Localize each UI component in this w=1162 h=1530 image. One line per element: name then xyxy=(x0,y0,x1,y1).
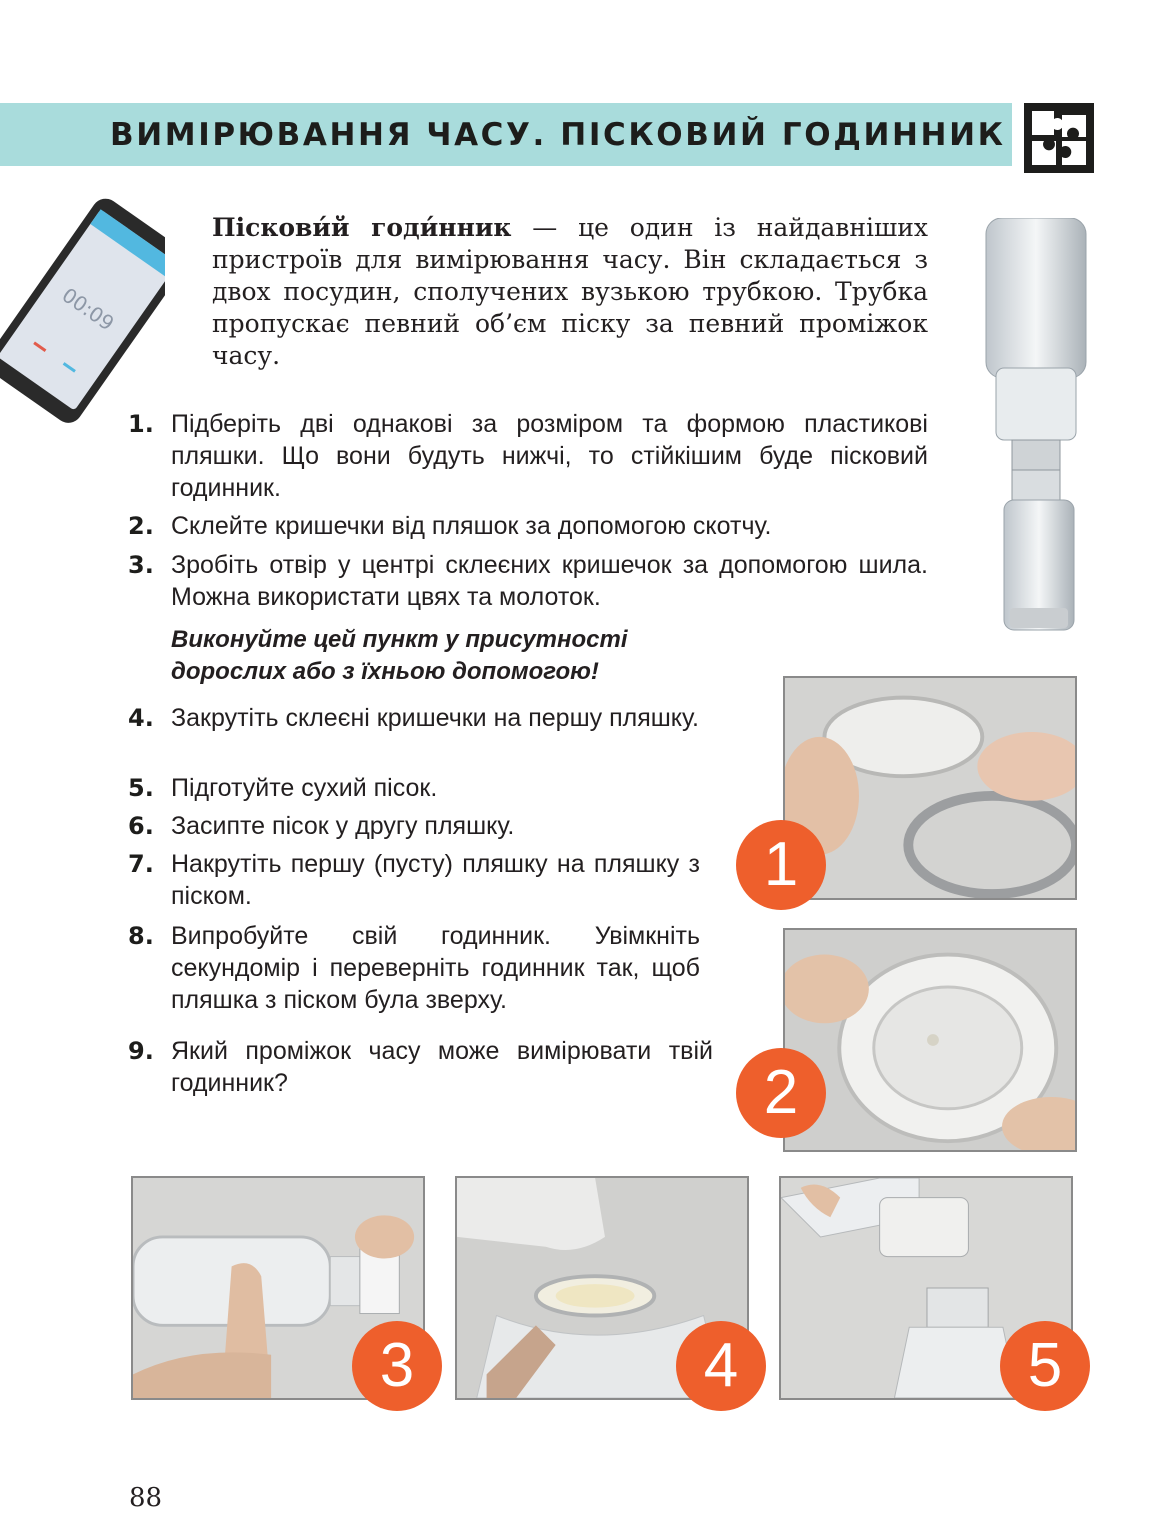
step-text: Випробуйте свій годинник. Увімкніть секундомір і переверніть годинник так, щоб пляшка з піском була зверху. xyxy=(171,922,700,1014)
step-number: 5. xyxy=(128,774,154,802)
step-text: Який проміжок часу може вимірювати твій годинник? xyxy=(171,1037,713,1097)
step-text: Склейте кришечки від пляшок за допомогою скотчу. xyxy=(171,512,772,540)
safety-warning: Виконуйте цей пункт у присутності дорослих або з їхньою допомогою! xyxy=(171,626,628,685)
list-item xyxy=(128,1035,713,1099)
list-item xyxy=(128,810,700,842)
step-text: Накрутіть першу (пусту) пляшку на пляшку з піском. xyxy=(171,850,700,910)
step-text: Підготуйте сухий пісок. xyxy=(171,774,438,802)
step-number: 1. xyxy=(128,410,154,438)
list-item xyxy=(128,408,928,504)
step-number: 6. xyxy=(128,812,154,840)
step-number: 8. xyxy=(128,922,154,950)
photo-label-badge: 5 xyxy=(1000,1321,1090,1411)
intro-text: — це один із найдавніших пристроїв для вимірювання часу. Він складається з двох посудин, сполучених вузькою трубкою. Трубка пропускає певний об’єм піску за певний проміжок часу. xyxy=(212,213,928,370)
list-item xyxy=(128,848,700,912)
page-number: 88 xyxy=(129,1483,163,1513)
step-number: 3. xyxy=(128,551,154,579)
stopwatch-time: 00:09 xyxy=(57,282,119,336)
step-number: 9. xyxy=(128,1037,154,1065)
puzzle-icon xyxy=(1024,103,1094,173)
step-text: Зробіть отвір у центрі склеєних кришечок за допомогою шила. Можна використати цвях та молоток. xyxy=(171,551,928,611)
step-text: Закрутіть склеєні кришечки на першу пляшку. xyxy=(171,704,699,732)
list-item xyxy=(128,772,700,804)
list-item xyxy=(128,549,928,613)
list-item xyxy=(128,920,700,1016)
list-item xyxy=(128,702,700,766)
step-number: 4. xyxy=(128,704,154,732)
step-number: 7. xyxy=(128,850,154,878)
intro-term: Піскови́й годи́нник xyxy=(212,213,512,242)
photo-label-badge: 2 xyxy=(736,1048,826,1138)
photo-label-badge: 3 xyxy=(352,1321,442,1411)
bottle-hourglass-image xyxy=(978,218,1093,638)
step-number: 2. xyxy=(128,512,154,540)
page-title: ВИМІРЮВАННЯ ЧАСУ. ПІСКОВИЙ ГОДИННИК xyxy=(110,117,1006,153)
photo-1-taping-caps xyxy=(783,676,1077,900)
smartphone-stopwatch-image xyxy=(0,192,165,442)
step-text: Засипте пісок у другу пляшку. xyxy=(171,812,515,840)
photo-label-badge: 1 xyxy=(736,820,826,910)
photo-label-badge: 4 xyxy=(676,1321,766,1411)
intro-paragraph xyxy=(212,212,928,372)
photo-2-cap-with-hole xyxy=(783,928,1077,1152)
step-text: Підберіть дві однакові за розміром та формою пластикові пляшки. Що вони будуть нижчі, то стійкішим буде пісковий годинник. xyxy=(171,410,928,502)
list-item xyxy=(128,510,928,542)
